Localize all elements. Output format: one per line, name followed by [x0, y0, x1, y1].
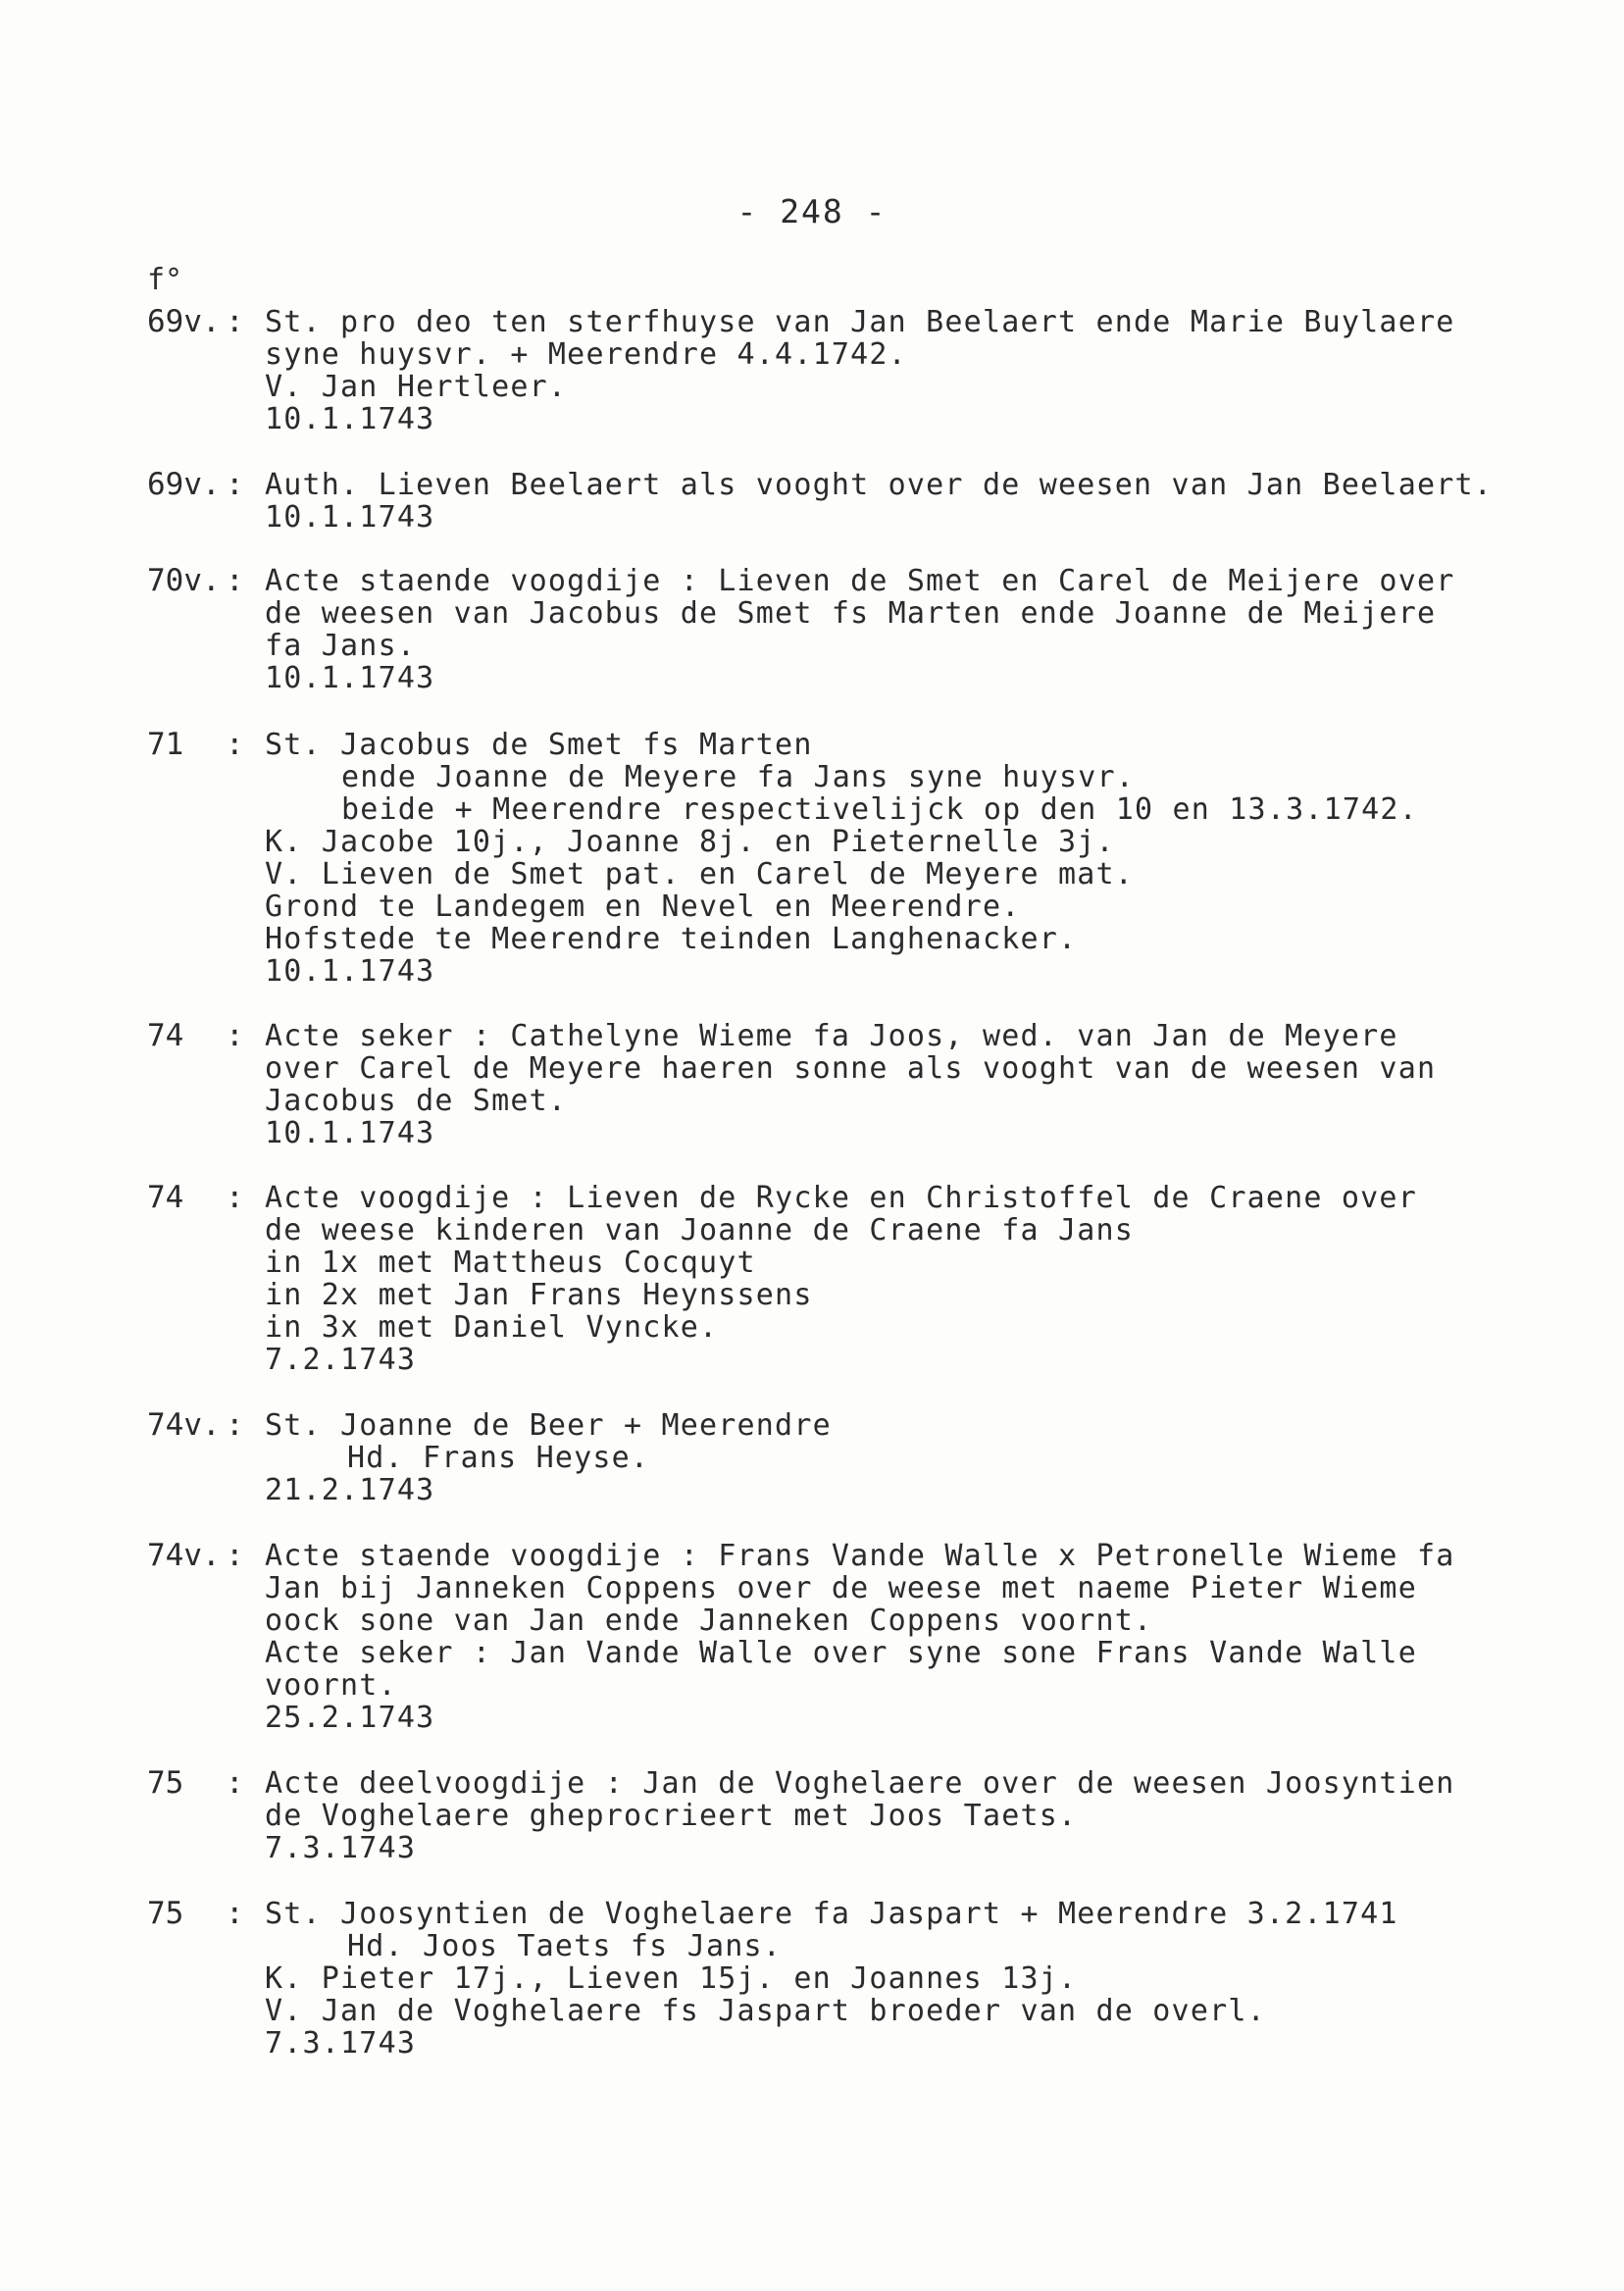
entry-line: Jacobus de Smet. — [265, 1084, 568, 1118]
entry-line: 10.1.1743 — [265, 1116, 435, 1150]
reference-separator: : — [226, 1538, 244, 1573]
entry-line: K. Pieter 17j., Lieven 15j. en Joannes 13j. — [265, 1961, 1078, 1996]
entry-line: Grond te Landegem en Nevel en Meerendre. — [265, 890, 1021, 924]
folio-reference: 74 — [147, 1180, 221, 1215]
reference-separator: : — [226, 1896, 244, 1931]
entry-line: 10.1.1743 — [265, 500, 435, 535]
folio-reference: 74v. — [147, 1407, 221, 1443]
entry-line: Acte staende voogdije : Lieven de Smet en Carel de Meijere over — [265, 564, 1455, 598]
entry-line: Hd. Frans Heyse. — [347, 1441, 650, 1475]
reference-separator: : — [226, 727, 244, 762]
entry-line: oock sone van Jan ende Janneken Coppens voornt. — [265, 1604, 1153, 1638]
folio-reference: 69v. — [147, 467, 221, 502]
entry-line: in 1x met Mattheus Cocquyt — [265, 1246, 756, 1280]
entry-line: ende Joanne de Meyere fa Jans syne huysvr. — [341, 760, 1135, 794]
entry-text — [265, 1182, 1530, 1376]
entry-line: Acte deelvoogdije : Jan de Voghelaere over de weesen Joosyntien — [265, 1766, 1455, 1801]
entry-line: fa Jans. — [265, 629, 417, 663]
entry-line: syne huysvr. + Meerendre 4.4.1742. — [265, 337, 907, 372]
entry-line: V. Jan Hertleer. — [265, 370, 568, 404]
entry-line: de weesen van Jacobus de Smet fs Marten ende Joanne de Meijere — [265, 596, 1437, 631]
entry-text — [265, 469, 1530, 534]
folio-reference: 70v. — [147, 563, 221, 598]
entry-line: St. pro deo ten sterfhuyse van Jan Beelaert ende Marie Buylaere — [265, 305, 1455, 339]
reference-separator: : — [226, 1018, 244, 1053]
entry-line: de Voghelaere gheprocrieert met Joos Taets. — [265, 1799, 1078, 1833]
folio-reference: 75 — [147, 1765, 221, 1801]
entry-text — [265, 1409, 1530, 1506]
entry-line: Auth. Lieven Beelaert als vooght over de weesen van Jan Beelaert. — [265, 468, 1493, 502]
entry-line: de weese kinderen van Joanne de Craene fa Jans — [265, 1213, 1135, 1247]
folio-reference: 74v. — [147, 1538, 221, 1573]
entry-line: 10.1.1743 — [265, 402, 435, 436]
entry-line: K. Jacobe 10j., Joanne 8j. en Pieternelle 3j. — [265, 825, 1115, 859]
entry-text — [265, 565, 1530, 694]
folio-reference: 71 — [147, 727, 221, 762]
folio-header: f° — [147, 263, 183, 297]
entry-line: 7.2.1743 — [265, 1343, 417, 1377]
folio-reference: 74 — [147, 1018, 221, 1053]
entry-text — [265, 306, 1530, 435]
page-number: - 248 - — [736, 192, 888, 230]
entry-text — [265, 1540, 1530, 1734]
entry-line: Acte seker : Cathelyne Wieme fa Joos, wed. van Jan de Meyere — [265, 1019, 1398, 1053]
reference-separator: : — [226, 563, 244, 598]
entry-line: voornt. — [265, 1668, 397, 1703]
entry-line: St. Jacobus de Smet fs Marten — [265, 728, 813, 762]
entry-line: Acte staende voogdije : Frans Vande Walle x Petronelle Wieme fa — [265, 1539, 1455, 1573]
entry-line: St. Joosyntien de Voghelaere fa Jaspart + Meerendre 3.2.1741 — [265, 1897, 1398, 1931]
entry-line: 21.2.1743 — [265, 1473, 435, 1507]
entry-line: Acte voogdije : Lieven de Rycke en Christoffel de Craene over — [265, 1181, 1417, 1215]
entry-line: 7.3.1743 — [265, 1831, 417, 1865]
reference-separator: : — [226, 1180, 244, 1215]
reference-separator: : — [226, 1407, 244, 1443]
entry-line: 10.1.1743 — [265, 661, 435, 695]
entry-text — [265, 1898, 1530, 2060]
entry-line: 25.2.1743 — [265, 1701, 435, 1735]
entry-text — [265, 729, 1530, 988]
entry-line: V. Jan de Voghelaere fs Jaspart broeder van de overl. — [265, 1994, 1266, 2028]
entry-line: in 3x met Daniel Vyncke. — [265, 1310, 719, 1345]
entry-line: St. Joanne de Beer + Meerendre — [265, 1408, 832, 1443]
entry-line: 10.1.1743 — [265, 954, 435, 989]
entry-text — [265, 1020, 1530, 1149]
entry-line: Jan bij Janneken Coppens over de weese met naeme Pieter Wieme — [265, 1571, 1417, 1605]
reference-separator: : — [226, 304, 244, 339]
folio-reference: 69v. — [147, 304, 221, 339]
entry-line: Acte seker : Jan Vande Walle over syne sone Frans Vande Walle — [265, 1636, 1417, 1670]
entry-line: Hofstede te Meerendre teinden Langhenacker. — [265, 922, 1078, 956]
entry-line: beide + Meerendre respectivelijck op den 10 en 13.3.1742. — [341, 792, 1418, 827]
entry-line: V. Lieven de Smet pat. en Carel de Meyere mat. — [265, 857, 1135, 891]
reference-separator: : — [226, 1765, 244, 1801]
entry-line: Hd. Joos Taets fs Jans. — [347, 1929, 783, 1963]
entry-line: in 2x met Jan Frans Heynssens — [265, 1278, 813, 1312]
entry-line: 7.3.1743 — [265, 2026, 417, 2061]
reference-separator: : — [226, 467, 244, 502]
entry-text — [265, 1767, 1530, 1864]
entry-line: over Carel de Meyere haeren sonne als vooght van de weesen van — [265, 1051, 1437, 1086]
folio-reference: 75 — [147, 1896, 221, 1931]
